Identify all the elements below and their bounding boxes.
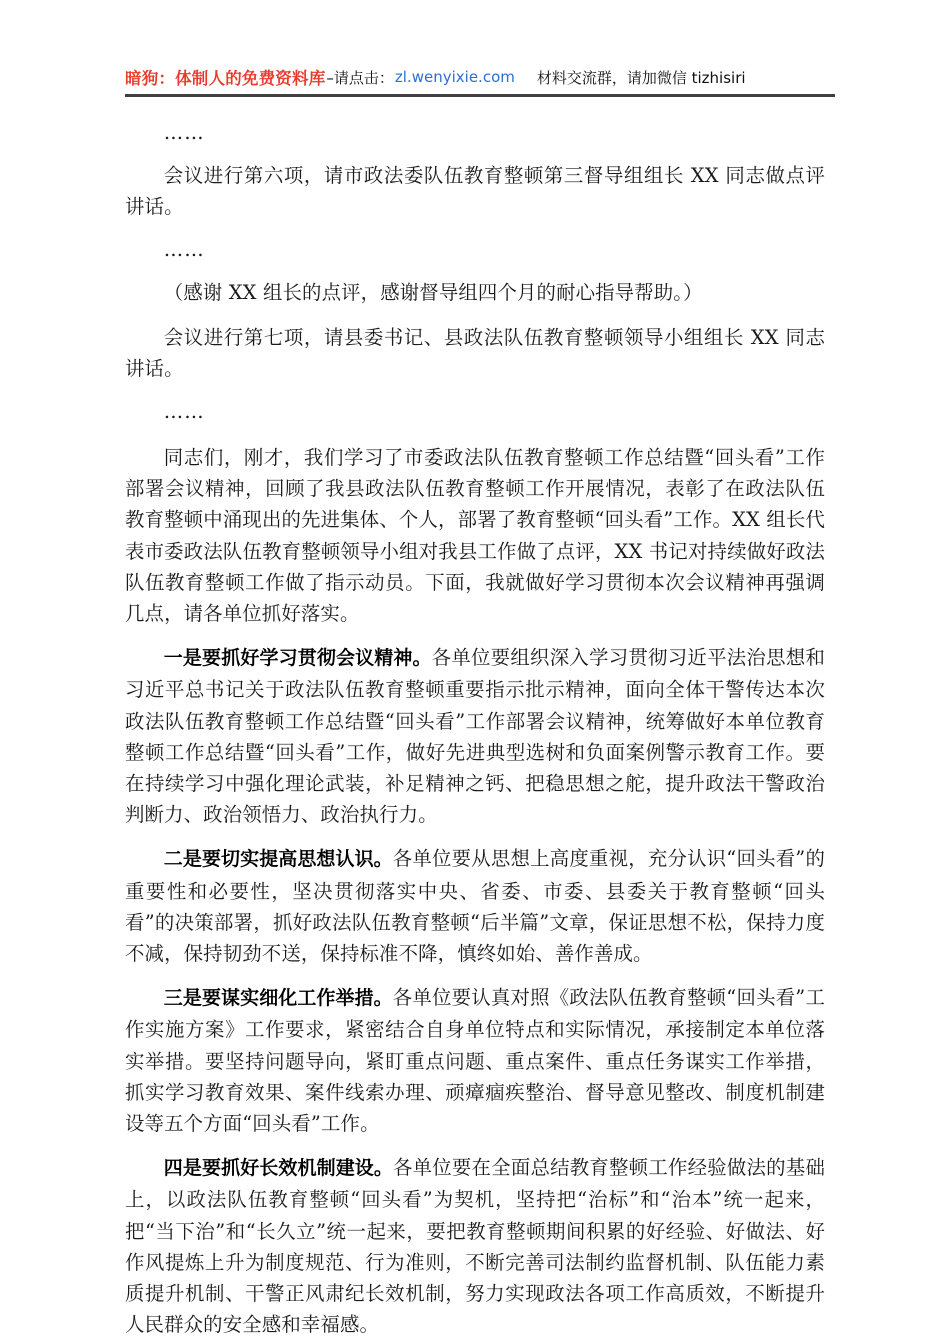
paragraph-opening-address: 同志们，刚才，我们学习了市委政法队伍教育整顿工作总结暨“回头看”工作部署会议精神，回顾了我县政法队伍教育整顿工作开展情况，表彰了在政法队伍教育整顿中涌现出的先进集体、个人，部署了教育整顿“回头看”工作。XX 组长代表市委政法队伍教育整顿领导小组对我县工作做了点评，XX 书记对持续做好政法队伍教育整顿工作做了指示动员。下面，我就做好学习贯彻本次会议精神再强调几点，请各单位抓好落实。 <box>125 446 825 626</box>
section-four-body: 各单位要在全面总结教育整顿工作经验做法的基础上，以政法队伍教育整顿“回头看”为契机，坚持把“治标”和“治本”统一起来，把“当下治”和“长久立”统一起来，要把教育整顿期间积累的好经验、好做法、好作风提炼上升为制度规范、行为准则，不断完善司法制约监督机制、队伍能力素质提升机制、干警正风肃纪长效机制，努力实现政法各项工作高质效，不断提升人民群众的安全感和幸福感。 <box>125 1156 825 1337</box>
paragraph-thanks-note: （感谢 XX 组长的点评，感谢督导组四个月的耐心指导帮助。） <box>163 281 703 305</box>
promo-header <box>125 60 835 94</box>
paragraph-agenda-item-six: 会议进行第六项，请市政法委队伍教育整顿第三督导组组长 XX 同志做点评讲话。 <box>125 164 825 219</box>
promo-brand-text: 暗狗：体制人的免费资料库 <box>125 69 326 88</box>
section-three-body: 各单位要认真对照《政法队伍教育整顿“回头看”工作实施方案》工作要求，紧密结合自身单位特点和实际情况，承接制定本单位落实举措。要坚持问题导向，紧盯重点问题、重点案件、重点任务谋实工作举措，抓实学习教育效果、案件线索办理、顽瘴痼疾整治、督导意见整改、制度机制建设等五个方面“回头看”工作。 <box>125 986 825 1136</box>
promo-site-link[interactable]: zl.wenyixie.com <box>394 68 515 86</box>
promo-wechat-text: 材料交流群，请加微信 tizhisiri <box>536 68 746 87</box>
section-two-heading: 二是要切实提高思想认识。 <box>163 848 393 871</box>
paragraph-section-four <box>125 1152 825 1340</box>
paragraph-section-one <box>125 642 825 830</box>
section-one-body: 各单位要组织深入学习贯彻习近平法治思想和习近平总书记关于政法队伍教育整顿重要指示批示精神，面向全体干警传达本次政法队伍教育整顿工作总结暨“回头看”工作部署会议精神，统筹做好本单位教育整顿工作总结暨“回头看”工作，做好先进典型选树和负面案例警示教育工作。要在持续学习中强化理论武装，补足精神之钙、把稳思想之舵，提升政法干警政治判断力、政治领悟力、政治执行力。 <box>125 646 825 827</box>
section-one-heading: 一是要抓好学习贯彻会议精神。 <box>163 647 432 670</box>
header-divider-rule <box>125 94 835 97</box>
paragraph-section-three <box>125 982 825 1139</box>
section-four-heading: 四是要抓好长效机制建设。 <box>163 1157 393 1180</box>
ellipsis-marker-2: …… <box>163 238 205 262</box>
paragraph-section-two <box>125 843 825 969</box>
document-body <box>125 118 825 1341</box>
ellipsis-marker-3: …… <box>163 400 205 424</box>
promo-prompt-text: –请点击： <box>326 68 394 87</box>
section-two-body: 各单位要从思想上高度重视，充分认识“回头看”的重要性和必要性，坚决贯彻落实中央、省委、市委、县委关于教育整顿“回头看”的决策部署，抓好政法队伍教育整顿“后半篇”文章，保证思想不松，保持力度不减，保持韧劲不送，保持标准不降，慎终如始、善作善成。 <box>125 847 825 966</box>
paragraph-agenda-item-seven: 会议进行第七项，请县委书记、县政法队伍教育整顿领导小组组长 XX 同志讲话。 <box>125 325 825 380</box>
section-three-heading: 三是要谋实细化工作举措。 <box>163 987 393 1010</box>
ellipsis-marker-1: …… <box>163 121 205 144</box>
